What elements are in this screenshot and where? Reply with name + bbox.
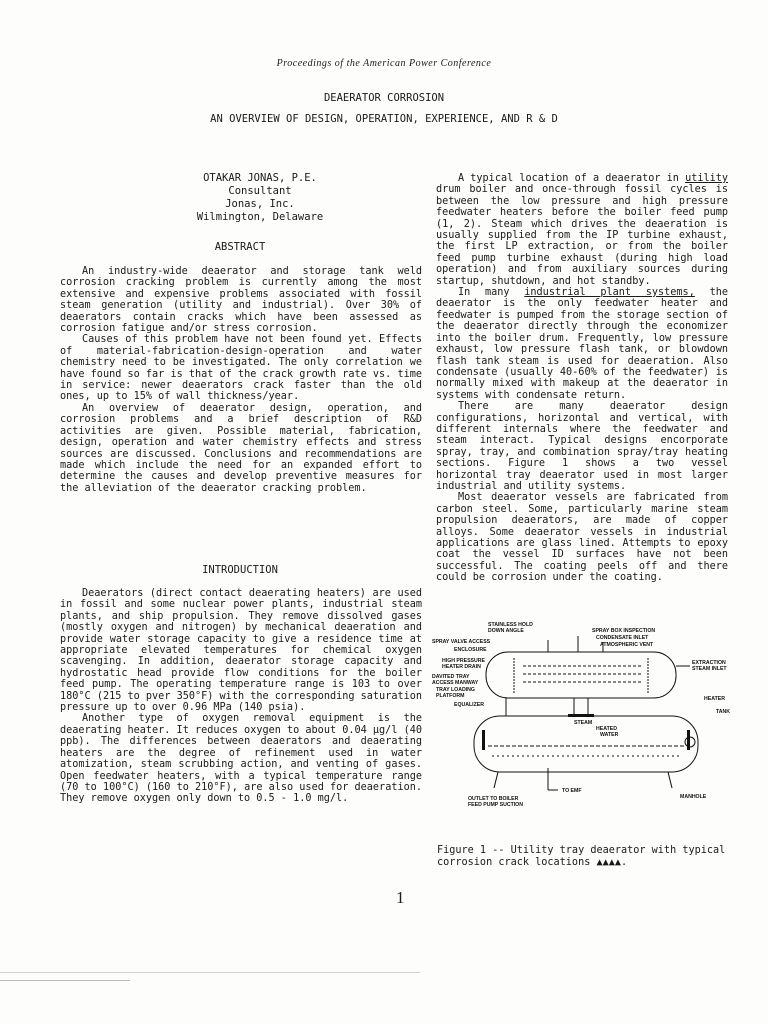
label-water: WATER (600, 732, 619, 738)
scan-divider (0, 980, 130, 981)
deaerator-figure (428, 618, 740, 818)
crack-marker (568, 714, 594, 717)
paper-subtitle: AN OVERVIEW OF DESIGN, OPERATION, EXPERIENCE, AND R & D (210, 113, 558, 125)
label-heater-drain: HEATER DRAIN (442, 664, 481, 670)
label-enclosure: ENCLOSURE (454, 647, 487, 653)
abstract-heading: ABSTRACT (214, 241, 266, 253)
label-steam-inlet: STEAM INLET (692, 666, 727, 672)
abstract-body (60, 266, 422, 494)
figure-caption: Figure 1 -- Utility tray deaerator with typical corrosion crack locations ▲▲▲▲. (437, 845, 726, 868)
label-condensate-inlet: CONDENSATE INLET (596, 635, 649, 641)
col2-paragraph: There are many deaerator design configurations, horizontal and vertical, with different internals where the feedwater and steam interact. Typical designs encorporate spray, tray, and combination spray/tray heating sections. Figure 1 shows a two vessel horizontal tray deaerator used in most larger industrial and utility systems. (436, 401, 728, 492)
label-spray-valve: SPRAY VALVE ACCESS (432, 639, 491, 645)
author-company: Jonas, Inc. (225, 198, 295, 210)
col2-paragraph: Most deaerator vessels are fabricated from carbon steel. Some, particularly marine steam propulsion deaerators, are made of copper alloys. Some deaerator vessels in industrial applications are glass lined. Attempts to epoxy coat the vessel ID surfaces have not been successful. The coating peels off and there could be corrosion under the coating. (436, 492, 728, 584)
scan-divider (0, 972, 420, 973)
label-platform: PLATFORM (436, 693, 465, 699)
introduction-heading: INTRODUCTION (202, 564, 278, 576)
label-tank: TANK (716, 709, 731, 715)
author-role: Consultant (228, 185, 292, 197)
author-name: OTAKAR JONAS, P.E. (203, 172, 317, 184)
label-heater: HEATER (704, 696, 725, 702)
abstract-paragraph: An industry-wide deaerator and storage tank weld corrosion cracking problem is currently among the most extensive and expensive problems associated with fossil steam generation (utility and industrial). Over 30% of deaerators contain cracks which have been assessed as corrosion fatigue and/or stress corrosion. (60, 266, 422, 335)
label-down-angle: DOWN ANGLE (488, 628, 524, 634)
label-extraction: EXTRACTION (692, 660, 726, 666)
crack-marker (482, 730, 485, 750)
introduction-body (60, 588, 422, 805)
crack-marker (687, 730, 690, 750)
abstract-paragraph: Causes of this problem have not been found yet. Effects of material-fabrication-design-operation and water chemistry need to be investigated. The only correlation we have found so far is that of the crack growth rate vs. time in service: newer deaerators crack faster than the old ones, up to 15% of wall thickness/year. (60, 334, 422, 403)
page-number: 1 (396, 888, 405, 907)
label-davited: DAVITED TRAY (432, 674, 470, 680)
proceedings-header: Proceedings of the American Power Conference (276, 58, 492, 69)
abstract-paragraph: An overview of deaerator design, operation, and corrosion problems and a brief description of R&D activities are given. Possible material, fabrication, design, operation and water chemistry effects and stress sources are discussed. Conclusions and recommendations are made which include the need for an expanded effort to determine the causes and develop preventive measures for the alleviation of the deaerator cracking problem. (60, 402, 422, 494)
intro-paragraph: Another type of oxygen removal equipment is the deaerating heater. It reduces oxygen to about 0.04 µg/l (40 ppb). The differences between deaerators and deaerating heaters are the degree of refinement used in water atomization, steam scrubbing action, and venting of gases. Open feedwater heaters, with a typical temperature range (70 to 100°C) (160 to 210°F), are also used for deaeration. They remove oxygen only down to 0.5 - 1.0 mg/l. (60, 713, 422, 805)
label-steam: STEAM (574, 720, 593, 726)
label-heated: HEATED (596, 726, 617, 732)
col2-paragraph: A typical location of a deaerator in utility drum boiler and once-through fossil cycles is between the low pressure and high pressure feedwater heaters before the boiler feed pump (1, 2). Steam which drives the deaeration is usually supplied from the IP turbine exhaust, the first LP extraction, or from the boiler feed pump turbine exhaust (during high load operation) and from auxiliary sources during startup, shutdown, and hot standby. (436, 173, 728, 287)
label-to-emf: TO EMF (562, 788, 582, 794)
label-access-manway: ACCESS MANWAY (432, 680, 479, 686)
intro-paragraph: Deaerators (direct contact deaerating heaters) are used in fossil and some nuclear power plants, industrial steam plants, and ship propulsion. They remove dissolved gases (mostly oxygen and nitrogen) by mechanical deaeration and provide water storage capacity to give a residence time at appropriate elevated temperatures for chemical oxygen scavenging. In addition, deaerator storage capacity and hydrostatic head provide flow conditions for the boiler feed pump. The operating temperature range is 103 to over 180°C (215 to pver 350°F) with the corresponding saturation pressure up to over 0.96 MPa (140 psia). (60, 588, 422, 714)
label-stainless: STAINLESS HOLD (488, 622, 533, 628)
label-high-pressure: HIGH PRESSURE (442, 658, 485, 664)
label-spray-box: SPRAY BOX INSPECTION (592, 628, 656, 634)
col2-paragraph: In many industrial plant systems, the deaerator is the only feedwater heater and feedwater is pumped from the storage section of the deaerator directly through the economizer into the boiler drum. Frequently, low pressure exhaust, low pressure flash tank, or blowdown flash tank steam is used for deaeration. Also condensate (usually 40-60% of the feedwater) is normally mixed with makeup at the deaerator in systems with condensate return. (436, 287, 728, 401)
label-feed-pump: FEED PUMP SUCTION (468, 802, 523, 808)
right-column-body (436, 173, 728, 584)
label-outlet-boiler: OUTLET TO BOILER (468, 796, 519, 802)
author-block (160, 172, 360, 224)
label-atm-vent: ATMOSPHERIC VENT (600, 642, 654, 648)
label-equalizer: EQUALIZER (454, 702, 484, 708)
author-location: Wilmington, Delaware (196, 211, 324, 223)
label-tray-loading: TRAY LOADING (436, 687, 475, 693)
paper-title: DEAERATOR CORROSION (323, 92, 445, 104)
label-manhole: MANHOLE (680, 794, 707, 800)
